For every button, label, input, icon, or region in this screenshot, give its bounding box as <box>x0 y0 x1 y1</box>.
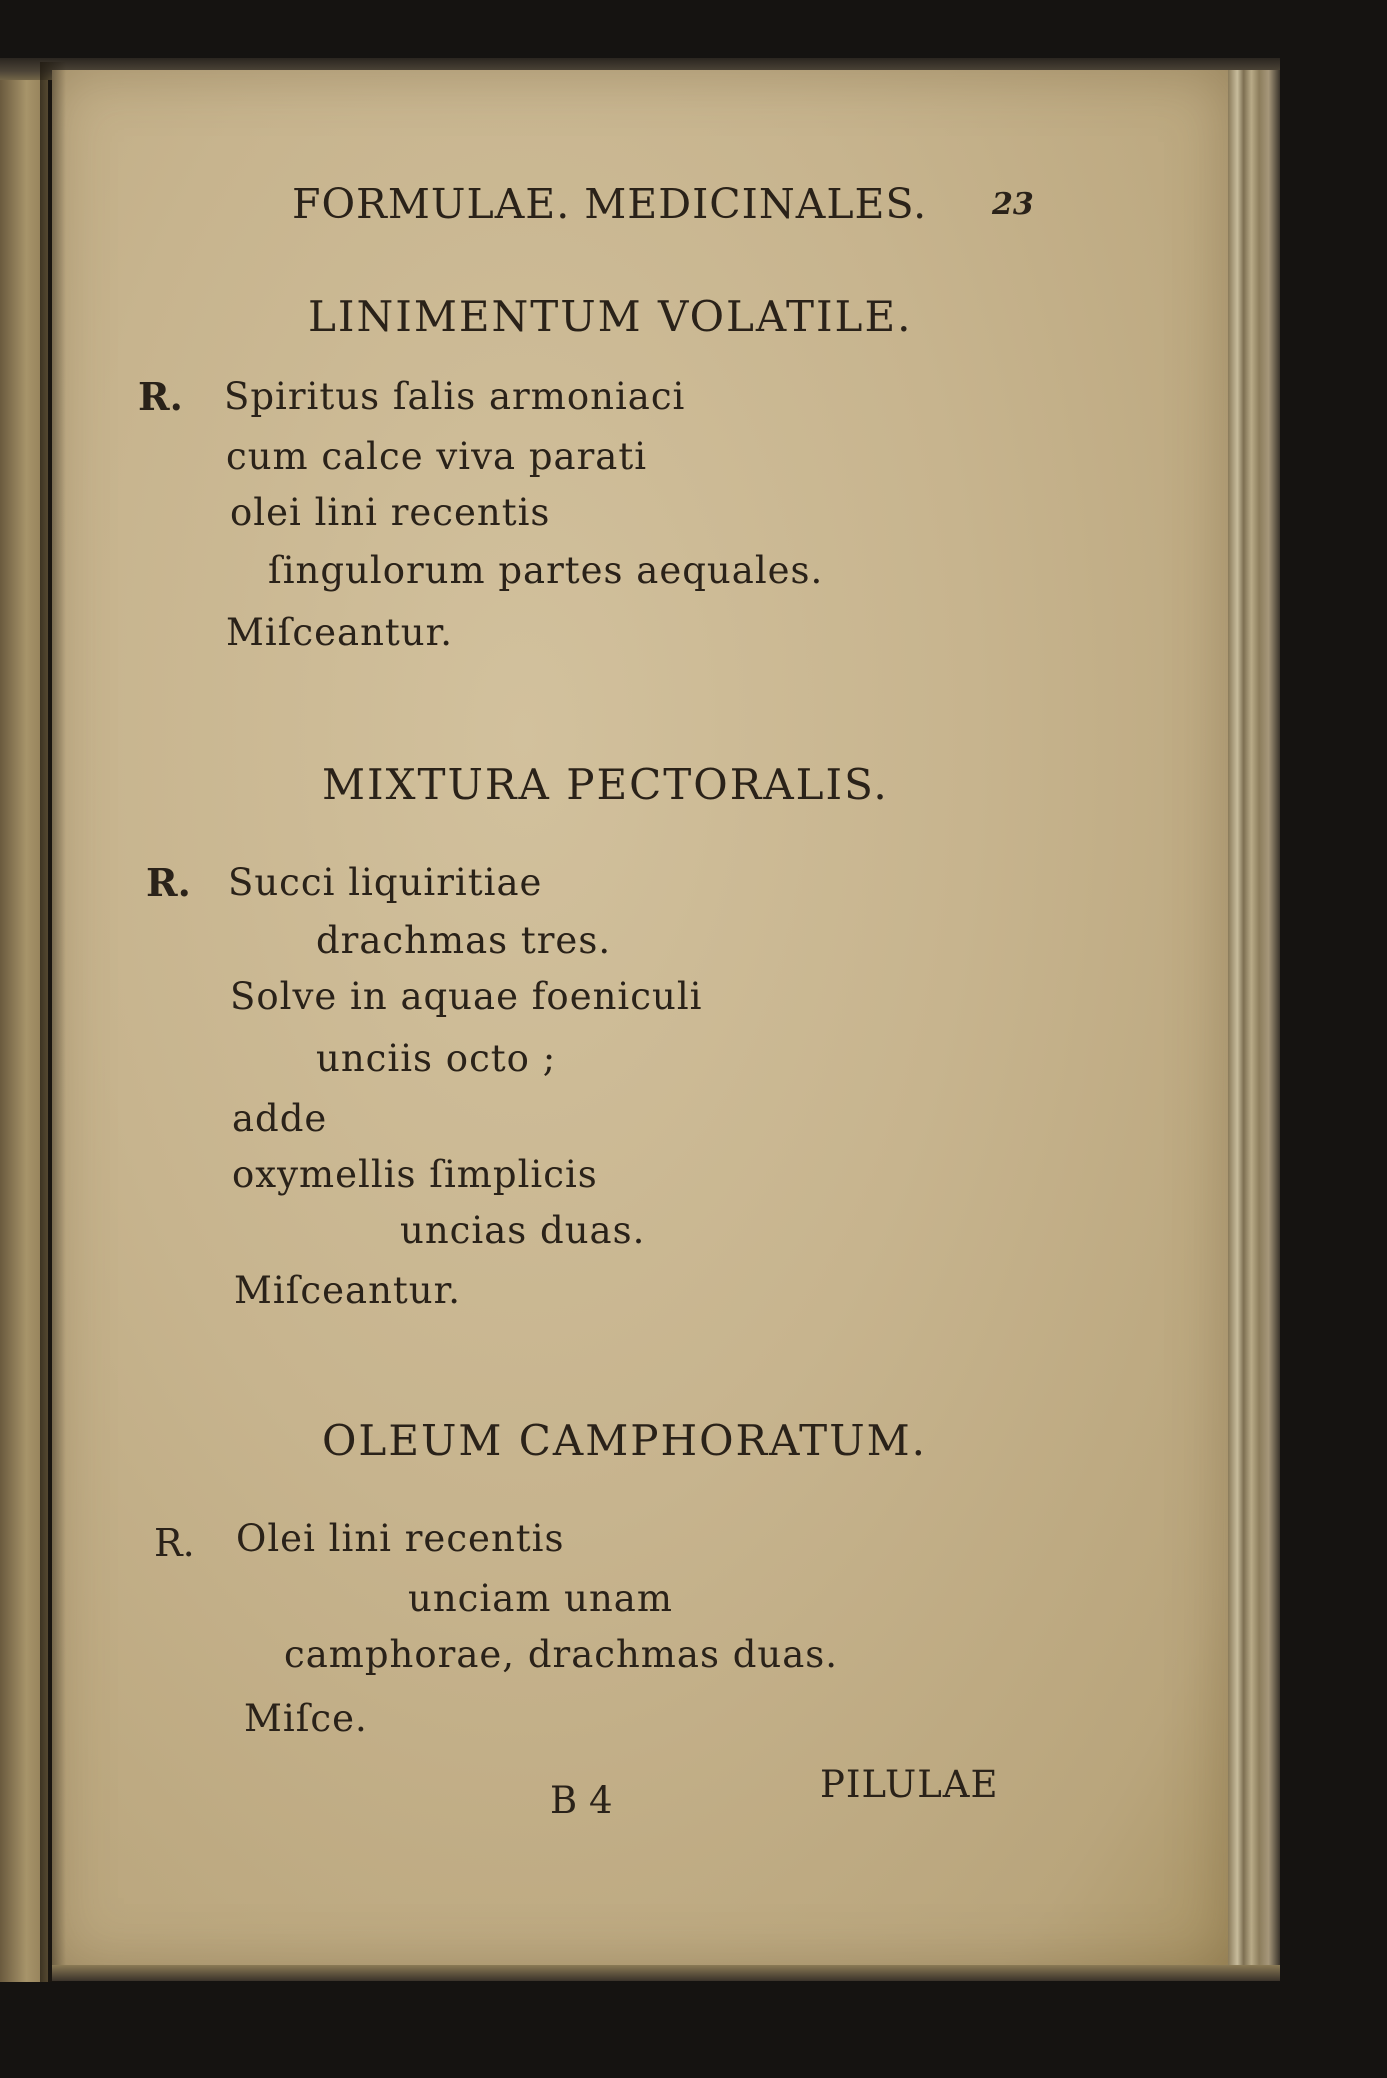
recipe-line: Olei lini recentis <box>236 1517 565 1560</box>
spine-shadow <box>40 62 66 1982</box>
recipe-line: unciis octo ; <box>316 1037 557 1080</box>
cover-edge <box>1228 70 1280 1975</box>
bottom-edge <box>52 1965 1280 1981</box>
recipe-line: Miſce. <box>244 1697 368 1740</box>
recipe-line: Succi liquiritiae <box>228 861 543 904</box>
recipe-line: ſingulorum partes aequales. <box>268 549 824 592</box>
recipe-line: Miſceantur. <box>226 611 454 654</box>
recipe-title: OLEUM CAMPHORATUM. <box>322 1416 927 1465</box>
recipe-title: LINIMENTUM VOLATILE. <box>308 292 913 341</box>
page-number: 23 <box>992 187 1034 222</box>
recipe-line: Miſceantur. <box>234 1269 462 1312</box>
running-head-title: FORMULAE. MEDICINALES. <box>292 180 928 228</box>
recipe-line: unciam unam <box>408 1577 673 1620</box>
page-sheet <box>52 70 1230 1970</box>
recipe-line: uncias duas. <box>400 1209 646 1252</box>
recipe-line: Solve in aquae foeniculi <box>230 975 703 1018</box>
recipe-line: oxymellis ſimplicis <box>232 1153 598 1196</box>
recipe-line: drachmas tres. <box>316 919 612 962</box>
signature-mark: B 4 <box>550 1779 613 1822</box>
recipe-marker: R. <box>146 860 191 905</box>
recipe-title: MIXTURA PECTORALIS. <box>322 760 889 809</box>
recipe-line: olei lini recentis <box>230 491 551 534</box>
recipe-marker: R. <box>154 1521 195 1565</box>
recipe-line: Spiritus ſalis armoniaci <box>224 375 686 418</box>
recipe-line: camphorae, drachmas duas. <box>284 1633 839 1676</box>
recipe-line: adde <box>232 1097 328 1140</box>
recipe-marker: R. <box>138 374 183 419</box>
catchword: PILULAE <box>820 1763 999 1806</box>
recipe-line: cum calce viva parati <box>226 435 648 478</box>
